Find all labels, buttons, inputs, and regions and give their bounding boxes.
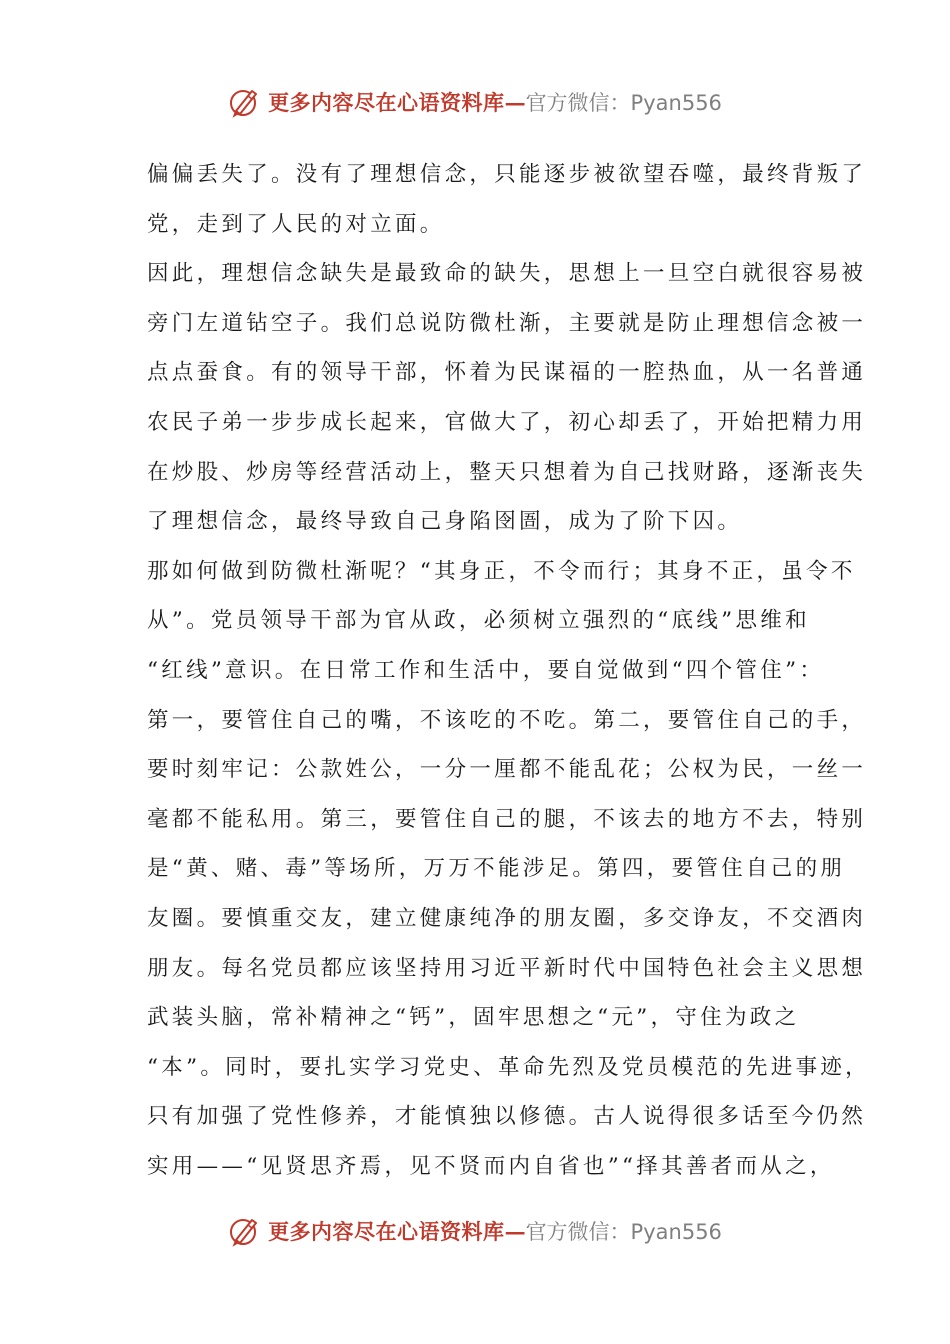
footer-banner (0, 1211, 950, 1251)
banner-title: 更多内容尽在心语资料库 (268, 90, 505, 115)
header-banner (0, 82, 950, 122)
banner-separator: — (504, 1218, 526, 1244)
banner-separator: — (504, 89, 526, 115)
body-line: 友圈。要慎重交友，建立健康纯净的朋友圈，多交诤友，不交酒肉 (147, 905, 867, 931)
document-body (147, 150, 870, 1191)
body-line: 了理想信念，最终导致自己身陷囹圄，成为了阶下囚。 (147, 509, 743, 535)
body-line: 那如何做到防微杜渐呢？“其身正，不令而行；其身不正，虽令不 (147, 558, 856, 584)
body-line: 实用——“见贤思齐焉，见不贤而内自省也”“择其善者而从之， (147, 1153, 835, 1179)
body-line: 朋友。每名党员都应该坚持用习近平新时代中国特色社会主义思想 (147, 955, 867, 981)
body-line: 从”。党员领导干部为官从政，必须树立强烈的“底线”思维和 (147, 608, 810, 634)
body-line: 是“黄、赌、毒”等场所，万万不能涉足。第四，要管住自己的朋 (147, 856, 846, 882)
pen-nib-circle-icon (228, 1214, 262, 1248)
body-line: 偏偏丢失了。没有了理想信念，只能逐步被欲望吞噬，最终背叛了 (147, 162, 867, 187)
banner-title: 更多内容尽在心语资料库 (268, 1219, 505, 1244)
pen-nib-circle-icon (228, 85, 262, 119)
body-line: 党，走到了人民的对立面。 (147, 211, 445, 237)
body-line: “本”。同时，要扎实学习党史、革命先烈及党员模范的先进事迹， (147, 1054, 870, 1080)
body-line: 点点蚕食。有的领导干部，怀着为民谋福的一腔热血，从一名普通 (147, 360, 867, 386)
body-line: 要时刻牢记：公款姓公，一分一厘都不能乱花；公权为民，一丝一 (147, 757, 867, 783)
body-line: 旁门左道钻空子。我们总说防微杜渐，主要就是防止理想信念被一 (147, 310, 867, 336)
body-line: 农民子弟一步步成长起来，官做大了，初心却丢了，开始把精力用 (147, 409, 867, 435)
body-line: 毫都不能私用。第三，要管住自己的腿，不该去的地方不去，特别 (147, 806, 867, 832)
banner-contact: 官方微信：Pyan556 (525, 91, 722, 115)
body-line: 武装头脑，常补精神之“钙”，固牢思想之“元”，守住为政之 (147, 1005, 800, 1031)
banner-contact: 官方微信：Pyan556 (525, 1220, 722, 1244)
body-line: 第一，要管住自己的嘴，不该吃的不吃。第二，要管住自己的手， (147, 707, 867, 733)
body-line: 在炒股、炒房等经营活动上，整天只想着为自己找财路，逐渐丧失 (147, 459, 867, 485)
body-line: 因此，理想信念缺失是最致命的缺失，思想上一旦空白就很容易被 (147, 261, 867, 287)
body-line: 只有加强了党性修养，才能慎独以修德。古人说得很多话至今仍然 (147, 1104, 867, 1130)
body-line: “红线”意识。在日常工作和生活中，要自觉做到“四个管住”： (147, 657, 825, 683)
